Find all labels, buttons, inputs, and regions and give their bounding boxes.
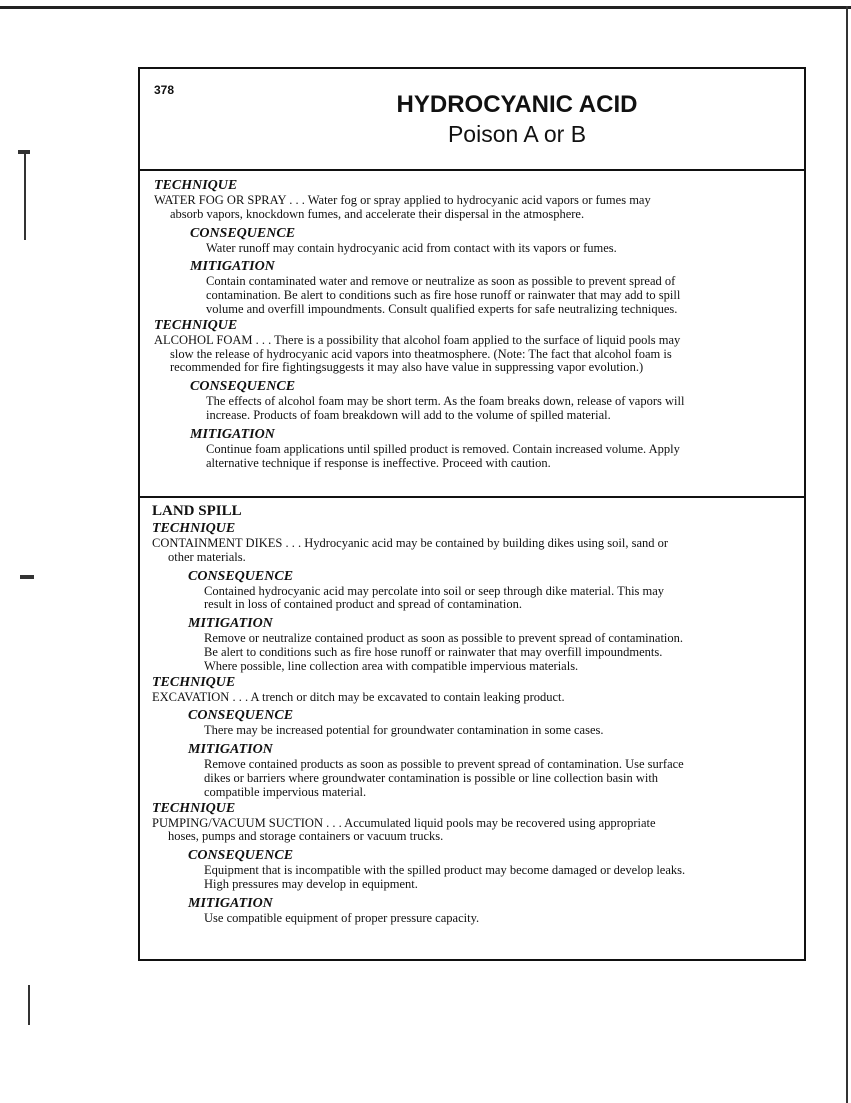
text-line: slow the release of hydrocyanic acid vapors into theatmosphere. (Note: The fact that alcohol foam is	[170, 346, 672, 361]
text-line: absorb vapors, knockdown fumes, and accelerate their dispersal in the atmosphere.	[170, 206, 585, 221]
mitigation-label: MITIGATION	[188, 616, 273, 632]
binding-mark	[28, 985, 30, 1025]
text-line: PUMPING/VACUUM SUCTION . . . Accumulated liquid pools may be recovered using appropriate	[152, 815, 656, 830]
text-line: contamination. Be alert to conditions such as fire hose runoff or rainwater that may add to spill	[206, 288, 681, 303]
technique-description	[154, 334, 804, 375]
text-line: hoses, pumps and storage containers or vacuum trucks.	[168, 829, 444, 844]
technique-description	[152, 537, 804, 565]
consequence-text	[206, 395, 804, 423]
mitigation-label: MITIGATION	[190, 426, 275, 442]
technique-description	[154, 194, 804, 222]
technique-label: TECHNIQUE	[154, 178, 238, 193]
page-title: HYDROCYANIC ACID	[396, 91, 638, 118]
text-line: Contain contaminated water and remove or neutralize as soon as possible to prevent spread of	[206, 274, 676, 289]
text-line: There may be increased potential for groundwater contamination in some cases.	[204, 723, 604, 738]
page-subtitle: Poison A or B	[447, 121, 587, 147]
text-line: Where possible, line collection area with compatible impervious materials.	[204, 658, 579, 673]
consequence-text	[204, 585, 804, 613]
mitigation-text	[204, 912, 804, 926]
text-line: increase. Products of foam breakdown will add to the volume of spilled material.	[206, 407, 611, 422]
technique-description	[152, 691, 804, 705]
page-header	[140, 69, 804, 171]
scan-edge-line	[0, 6, 851, 9]
consequence-text	[204, 724, 804, 738]
text-line: alternative technique if response is ineffective. Proceed with caution.	[206, 455, 551, 470]
technique-label: TECHNIQUE	[152, 800, 236, 816]
content-box	[138, 67, 806, 961]
technique-label: TECHNIQUE	[152, 674, 236, 690]
technique-description	[152, 817, 804, 845]
text-line: Water runoff may contain hydrocyanic acid from contact with its vapors or fumes.	[206, 240, 617, 255]
text-line: High pressures may develop in equipment.	[204, 876, 418, 891]
consequence-label: CONSEQUENCE	[190, 225, 296, 241]
mitigation-label: MITIGATION	[188, 742, 273, 758]
text-line: Remove contained products as soon as possible to prevent spread of contamination. Use surface	[204, 757, 684, 772]
section-general	[140, 177, 804, 470]
text-line: compatible impervious material.	[204, 784, 367, 799]
consequence-label: CONSEQUENCE	[188, 568, 294, 584]
text-line: ALCOHOL FOAM . . . There is a possibility that alcohol foam applied to the surface of liquid pools may	[154, 332, 681, 347]
mitigation-text	[206, 443, 804, 471]
consequence-label: CONSEQUENCE	[190, 379, 296, 395]
technique-label: TECHNIQUE	[152, 521, 236, 536]
text-line: other materials.	[168, 549, 246, 564]
consequence-label: CONSEQUENCE	[188, 708, 294, 724]
text-line: EXCAVATION . . . A trench or ditch may be excavated to contain leaking product.	[152, 689, 565, 704]
consequence-text	[204, 864, 804, 892]
text-line: dikes or barriers where groundwater contamination is possible or line collection basin with	[204, 770, 659, 785]
text-line: The effects of alcohol foam may be short term. As the foam breaks down, release of vapors will	[206, 394, 685, 409]
technique-label: TECHNIQUE	[154, 317, 238, 333]
page-number: 378	[154, 83, 175, 97]
text-line: WATER FOG OR SPRAY . . . Water fog or spray applied to hydrocyanic acid vapors or fumes may	[154, 193, 651, 207]
mitigation-label: MITIGATION	[190, 259, 275, 275]
section-land-spill	[140, 496, 804, 926]
text-line: CONTAINMENT DIKES . . . Hydrocyanic acid may be contained by building dikes using soil, sand or	[152, 536, 669, 550]
consequence-text	[206, 242, 804, 256]
text-line: Contained hydrocyanic acid may percolate into soil or seep through dike material. This may	[204, 583, 665, 598]
text-line: Equipment that is incompatible with the spilled product may become damaged or develop leaks.	[204, 863, 686, 878]
mitigation-text	[206, 275, 804, 316]
text-line: Be alert to conditions such as fire hose runoff or rainwater that may overfill impoundments.	[204, 644, 663, 659]
mitigation-text	[204, 758, 804, 799]
text-line: recommended for fire fightingsuggests it may also have value in suppressing vapor evolution.)	[170, 360, 644, 375]
section-heading: LAND SPILL	[152, 503, 242, 519]
consequence-label: CONSEQUENCE	[188, 848, 294, 864]
binding-mark	[20, 575, 34, 579]
scan-edge-line	[846, 6, 848, 1103]
mitigation-text	[204, 632, 804, 673]
text-line: result in loss of contained product and spread of contamination.	[204, 597, 522, 612]
text-line: volume and overfill impoundments. Consult qualified experts for safe neutralizing techniques.	[206, 301, 678, 316]
text-line: Continue foam applications until spilled product is removed. Contain increased volume. Apply	[206, 441, 680, 456]
text-line: Use compatible equipment of proper pressure capacity.	[204, 910, 480, 925]
mitigation-label: MITIGATION	[188, 895, 273, 911]
text-line: Remove or neutralize contained product as soon as possible to prevent spread of contamination.	[204, 631, 684, 646]
binding-mark	[24, 150, 26, 240]
